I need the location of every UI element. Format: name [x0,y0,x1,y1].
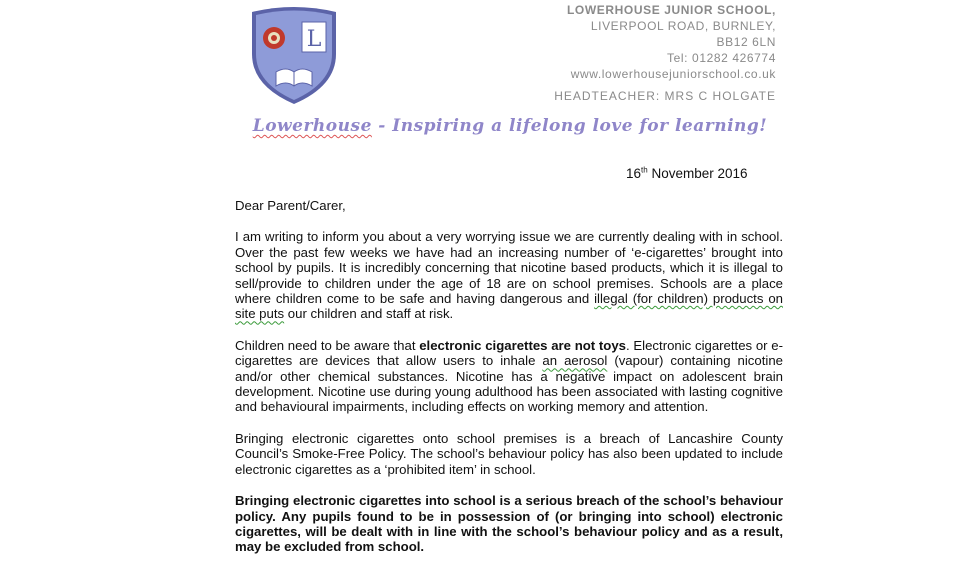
school-motto [0,116,976,136]
greeting: Dear Parent/Carer, [235,198,346,213]
p1-grammar-underline: illegal (for children) products on site puts [235,291,783,322]
postcode: BB12 6LN [716,35,776,49]
motto-rest: - Inspiring a lifelong love for learning! [371,116,768,136]
letter-date [626,166,748,181]
headteacher: HEADTEACHER: MRS C HOLGATE [554,89,776,103]
street: LIVERPOOL ROAD, BURNLEY, [590,19,776,33]
p2-grammar-underline: an aerosol [542,353,608,369]
website: www.lowerhousejuniorschool.co.uk [570,67,776,81]
date-suffix: th [641,165,648,175]
date-day: 16 [626,166,642,181]
p1-text: I am writing to inform you about a very worrying issue we are currently dealing with in school. Over the past few weeks we have had an increasing number of ‘e-cigarettes’ brought into school by pupils. It is incredibly concerning that nicotine based products, which it is illegal to sell/provide to children under the age of 18 are on school premises. Schools are a place where children come to be safe and having dangerous and [235,229,783,307]
school-name: LOWERHOUSE JUNIOR SCHOOL, [566,3,776,17]
paragraph-1 [235,229,783,321]
p2-bold: electronic cigarettes are not toys [419,337,627,353]
p2-text: Children need to be aware that [235,337,420,353]
p2-text-mid: . Electronic cigarettes or e-cigarettes are devices that allow users to inhale [235,337,783,369]
motto-first-word: Lowerhouse [252,116,372,136]
telephone: Tel: 01282 426774 [667,51,776,65]
p2-text-end: (vapour) containing nicotine and/or other chemical substances. Nicotine has a negative impact on adolescent brain development. Nicotine use during young adulthood has been associated with lasting cognitive and behavioural impairments, including effects on working memory and attention. [235,353,783,415]
letter-body [235,198,783,571]
svg-text:L: L [306,27,322,52]
paragraph-3: Bringing electronic cigarettes onto school premises is a breach of Lancashire County Council’s Smoke-Free Policy. The school’s behaviour policy has also been updated to include electronic cigarettes as a ‘prohibited item’ in school. [235,430,783,477]
paragraph-2 [235,338,783,415]
paragraph-4: Bringing electronic cigarettes into school is a serious breach of the school’s behaviour policy. Any pupils found to be in possession of (or bringing into school) electronic cigarettes, will be dealt with in line with the school’s behaviour policy and as a result, may be excluded from school. [235,493,783,555]
date-rest: November 2016 [647,166,748,181]
school-crest-logo [248,6,340,106]
p1-text-end: our children and staff at risk. [284,306,454,322]
address-block [554,2,776,104]
